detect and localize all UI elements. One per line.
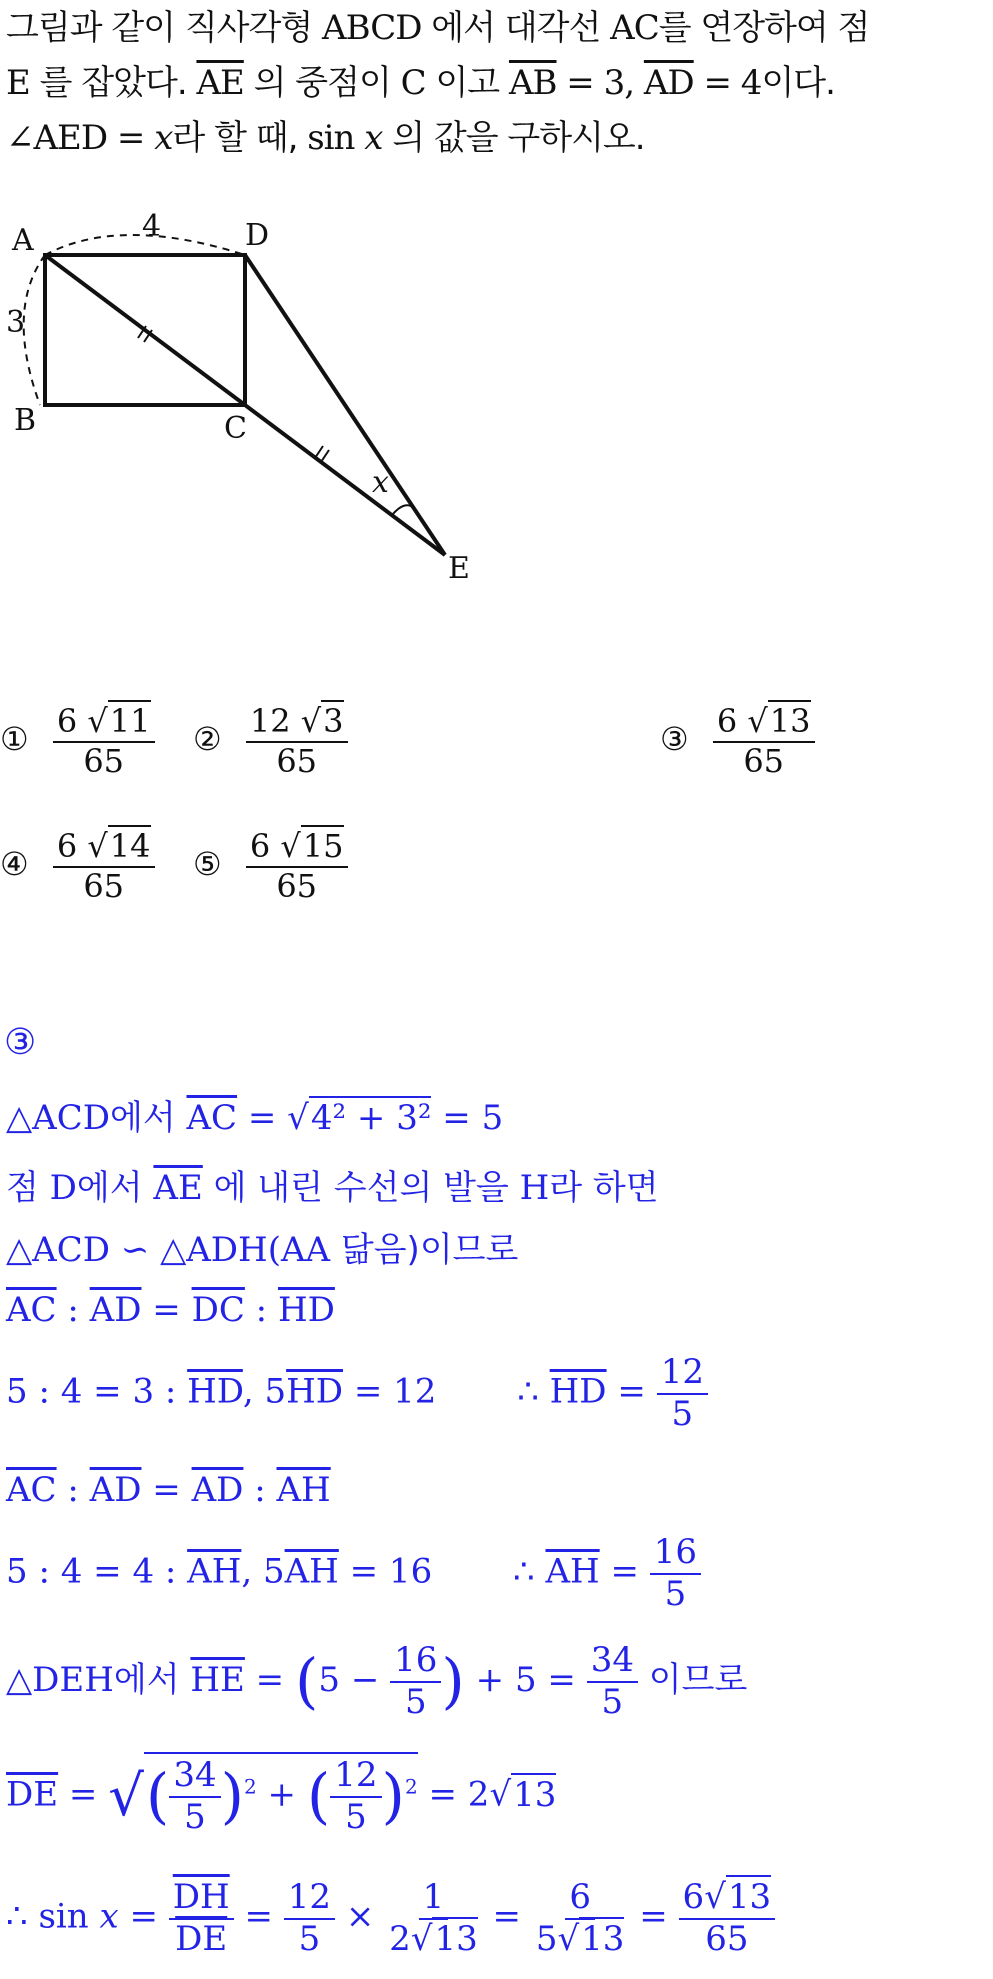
question-text: 를 잡았다. [29,63,197,103]
choice-1[interactable] [0,702,155,780]
choice-fraction: $\frac{12 √3}{65}$ [246,705,348,778]
label-b: B [14,403,37,438]
question-line-3 [6,110,645,159]
label-c: C [224,411,247,446]
triangle-name: △ACD [6,1098,110,1138]
coefficient: 6 [249,827,271,865]
numerator: 6 [565,1880,595,1920]
question-text: 에서 대각선 [421,8,611,48]
segment: $\overline{HD}$ [286,1371,344,1412]
denominator: DE [175,1918,228,1959]
fraction [169,1877,234,1959]
radicand: 4² + 3² [310,1098,432,1138]
solution-line-10 [6,1877,775,1959]
value: = 16 [338,1551,433,1592]
solution-text: 에서 [109,1098,187,1138]
operator: = [606,1371,657,1412]
geometry-figure [0,170,500,590]
operator: = [237,1098,288,1138]
line-de [245,255,445,555]
value: = 4 [693,63,762,103]
choice-fraction: $\frac{6 √14}{65}$ [53,830,155,903]
operator: = [233,1896,284,1937]
segment: $\overline{AH}$ [276,1470,331,1510]
segment: $\overline{AC}$ [6,1470,57,1510]
coefficient: 2 [389,1918,411,1959]
choice-3[interactable] [660,702,815,780]
choice-fraction: $\frac{6 √15}{65}$ [246,830,348,903]
value: = 3, [556,63,644,103]
label-d: D [245,218,270,253]
choice-fraction: $\frac{6 √13}{65}$ [713,705,815,778]
question-text: 의 중점이 [243,63,401,103]
fraction: $\frac{1}{2√13}$ [389,1877,478,1959]
fraction [657,1352,708,1434]
label-angle-x: x [372,465,389,500]
segment: $\overline{DC}$ [191,1290,245,1330]
segment: $\overline{AH}$ [545,1551,600,1592]
diagonal-name: AC [610,8,659,48]
segment: $\overline{AE}$ [153,1168,203,1208]
choice-marker: ② [193,720,222,759]
choice-5[interactable] [193,827,348,905]
question-text: 이고 [425,63,509,103]
denominator: 5 [184,1796,206,1837]
coefficient: 6 [56,827,78,865]
operator: : [56,1470,90,1510]
choice-marker: ④ [0,845,29,884]
segment-ab: $\overline{AB}$ [508,63,557,103]
variable: x [364,118,383,158]
numerator: 34 [587,1643,638,1683]
solution-line-1: △ACD에서 $\overline{AC} = √4^2 + 3^2 = 5$ [6,1098,504,1138]
radicand: 13 [513,1774,557,1815]
tick-mark [315,446,323,458]
label-length-4: 4 [142,209,162,244]
proportion: 5 : 4 = 3 : [6,1371,188,1412]
solution-line-9: $\overline{DE}$ = √( $\frac{34}{5}$ )$^2$ + ( $\frac{12}{5}$ )$^2$ = 2√13 [6,1752,556,1835]
solution-text: 에서 [113,1660,191,1701]
operator: = [244,1660,295,1701]
coefficient: 6 [682,1877,705,1917]
segment: $\overline{AD}$ [89,1290,142,1330]
segment: $\overline{HD}$ [187,1371,243,1412]
segment: $\overline{HE}$ [190,1660,245,1701]
triangle-name: △DEH [6,1660,114,1701]
question-line-1 [6,0,869,49]
tick-mark [321,450,329,462]
angle-arc [392,505,414,515]
operator: × [335,1896,386,1937]
segment: $\overline{AH}$ [187,1551,242,1592]
fraction: $\frac{6√13}{65}$ [679,1880,776,1957]
numerator: 16 [390,1643,441,1683]
therefore-sin: ∴ sin [6,1896,100,1937]
point-name: D [49,1168,77,1208]
dimension-arc-ab [24,255,45,405]
operator: , 5 [242,1371,287,1412]
solution-text: 에서 [76,1168,154,1208]
fraction [330,1755,381,1837]
angle-name: ∠AED = [6,118,155,158]
segment: $\overline{AD}$ [191,1470,244,1510]
operator: : [243,1470,277,1510]
label-length-3: 3 [6,305,26,340]
solution-line-7 [6,1532,701,1614]
expression: 5 − [318,1660,391,1701]
solution-line-3 [6,1222,518,1271]
fraction: $\frac{6}{5√13}$ [535,1877,625,1959]
therefore: ∴ [513,1551,546,1592]
variable: x [154,118,173,158]
sin-label: sin [307,118,355,158]
denominator: 5 [345,1796,367,1837]
coefficient: 12 [249,702,291,740]
question-text: 이다. [761,63,835,103]
point-name: E [6,63,30,103]
numerator: 34 [169,1758,220,1798]
radicand: 13 [581,1918,625,1959]
denominator: 65 [276,741,318,780]
answer-mark: ③ [4,1022,37,1063]
solution-line-8: △DEH에서 $\overline{HE} = (5$ − $\frac{16}{5}$ ) + 5 = $\frac{34}{5}$ 이므로 [6,1640,748,1722]
fraction [587,1640,638,1722]
operator: = [599,1551,650,1592]
denominator: 65 [705,1918,749,1959]
solution-text: 에 내린 수선의 발을 [202,1168,520,1208]
segment: $\overline{AC}$ [6,1290,57,1330]
value: = 5 [431,1098,504,1138]
solution-text: 닮음)이므로 [330,1230,519,1270]
numerator: 1 [419,1880,449,1920]
operator: = [628,1896,679,1937]
solution-text: 점 [6,1168,50,1208]
choice-4[interactable] [0,827,155,905]
choice-marker: ⑤ [193,845,222,884]
radicand: 13 [727,1877,772,1917]
segment-ad: $\overline{AD}$ [643,63,694,103]
operator: = [118,1896,169,1937]
rect-name: ABCD [322,8,422,48]
denominator: 65 [83,741,125,780]
value: = 2 [417,1774,490,1815]
similarity: △ACD ∽ △ADH(AA [6,1230,331,1270]
point-name: H [519,1168,550,1208]
operator: : [244,1290,278,1330]
denominator: 5 [664,1573,687,1614]
point-name: C [400,63,426,103]
solution-line-4 [6,1290,335,1330]
question-line-2 [6,55,835,104]
solution-text: 라 하면 [549,1168,659,1208]
denominator: 65 [83,866,125,905]
numerator: 12 [330,1758,381,1798]
value: = 12 [343,1371,437,1412]
radicand: 13 [434,1918,478,1959]
fraction [169,1755,220,1837]
proportion: 5 : 4 = 4 : [6,1551,188,1592]
denominator: 5 [601,1681,624,1722]
question-text: 의 값을 구하시오. [382,118,645,158]
fraction [650,1532,701,1614]
segment: $\overline{AC}$ [186,1098,238,1138]
operator: = [141,1470,192,1510]
denominator: 65 [743,741,785,780]
numerator: 12 [284,1880,335,1920]
choice-fraction: $\frac{6 √11}{65}$ [53,705,155,778]
choice-2[interactable] [193,702,348,780]
numerator: 12 [657,1355,708,1395]
solution-text: 이므로 [637,1660,748,1701]
segment: $\overline{HD}$ [549,1371,607,1412]
coefficient: 5 [535,1918,558,1959]
solution-line-6 [6,1470,331,1510]
denominator: 65 [276,866,318,905]
coefficient: 6 [56,702,78,740]
variable: x [99,1896,119,1937]
numerator: 16 [650,1535,701,1575]
question-text: 라 할 때, [172,118,308,158]
label-a: A [12,223,34,258]
operator: + [256,1774,307,1815]
numerator: $\overline{DH}$ [169,1880,234,1920]
segment: $\overline{DE}$ [6,1774,59,1815]
solution-line-5 [6,1352,708,1434]
coefficient: 6 [716,702,738,740]
choice-marker: ① [0,720,29,759]
question-text: 를 연장하여 점 [658,8,870,48]
operator: : [56,1290,90,1330]
expression: + 5 = [464,1660,587,1701]
radicand: 13 [769,702,811,740]
operator: = [141,1290,192,1330]
segment: $\overline{AH}$ [284,1551,339,1592]
therefore: ∴ [517,1371,550,1412]
operator: , 5 [241,1551,285,1592]
radicand: 3 [323,702,344,740]
denominator: 5 [671,1393,694,1434]
fraction [390,1640,441,1722]
question-text: 그림과 같이 직사각형 [6,8,323,48]
denominator: 5 [404,1681,427,1722]
segment: $\overline{HD}$ [277,1290,335,1330]
operator: = [481,1896,532,1937]
radicand: 11 [109,702,151,740]
segment: $\overline{AD}$ [89,1470,142,1510]
choice-marker: ③ [660,720,689,759]
solution-line-2 [6,1160,659,1209]
fraction [284,1877,335,1959]
operator: = [58,1774,109,1815]
segment-ae: $\overline{AE}$ [196,63,244,103]
denominator: 5 [298,1918,321,1959]
label-e: E [448,551,470,586]
radicand: 14 [109,827,151,865]
radicand: 15 [302,827,344,865]
